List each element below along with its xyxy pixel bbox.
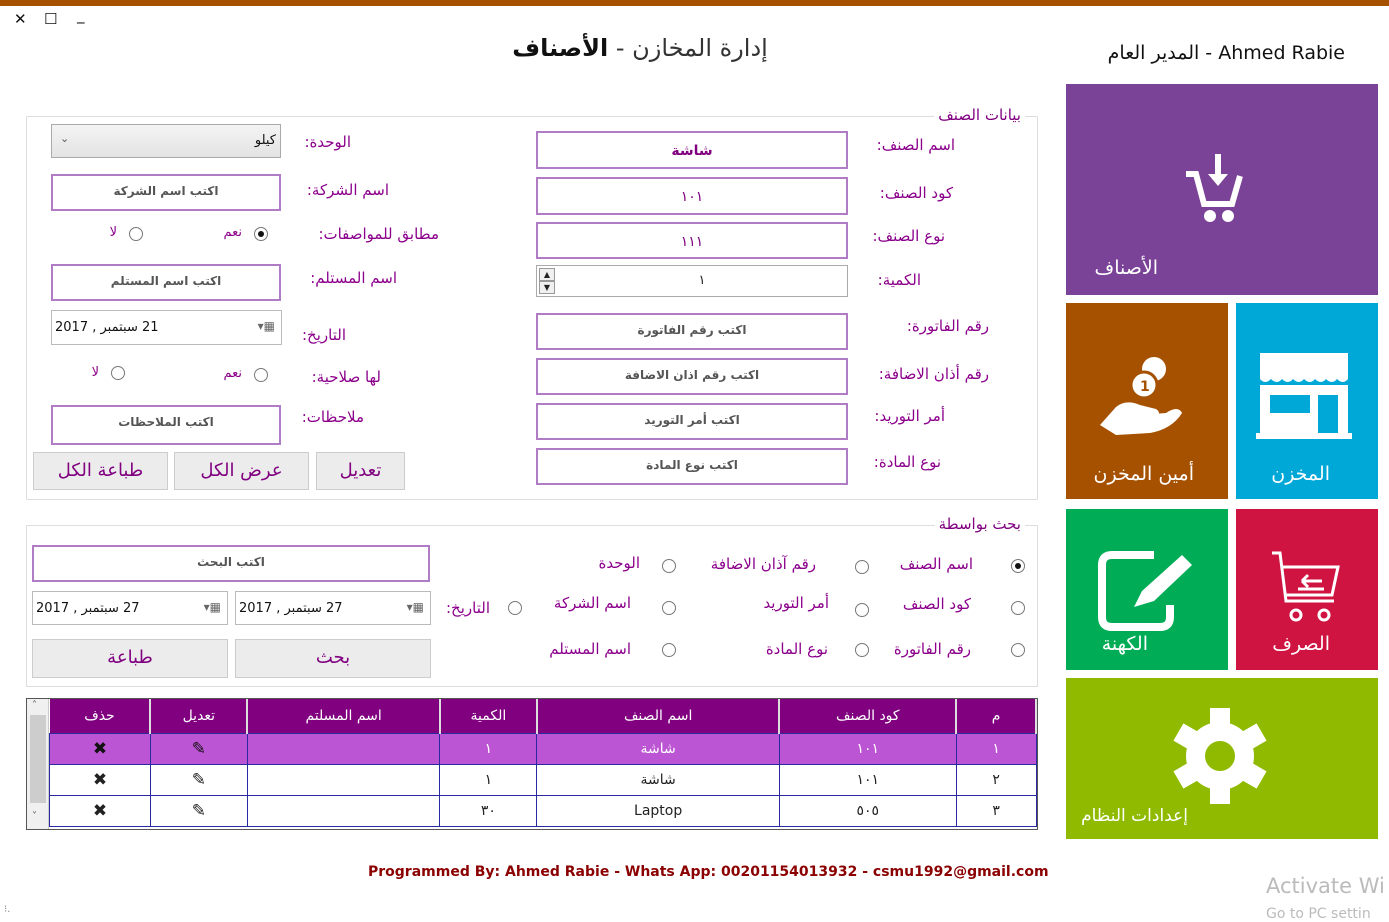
tile-scrap-label: الكهنة <box>1101 633 1148 655</box>
date-value: 21 سبتمبر , 2017 <box>55 320 159 335</box>
increment-icon[interactable]: ▲ <box>539 268 555 281</box>
spec-no-label: لا <box>109 225 117 240</box>
notes-field[interactable]: اكتب الملاحظات <box>51 405 281 445</box>
search-date-label: التاريخ: <box>446 599 490 617</box>
spec-no-radio[interactable] <box>129 227 143 241</box>
cell-code: ١٠١ <box>779 764 956 795</box>
search-addition-no-radio[interactable] <box>855 560 869 574</box>
invoice-field[interactable]: اكتب رقم الفاتورة <box>536 313 848 350</box>
cell-qty: ١ <box>440 764 537 795</box>
search-company-radio[interactable] <box>662 601 676 615</box>
search-company-label: اسم الشركة <box>553 594 631 612</box>
date-to-picker[interactable] <box>32 591 228 625</box>
item-type-field[interactable]: ١١١ <box>536 222 848 259</box>
section-title: الأصناف <box>512 34 609 62</box>
search-item-code-radio[interactable] <box>1011 601 1025 615</box>
cell-receiver <box>247 733 440 764</box>
unit-select[interactable] <box>51 124 281 158</box>
col-code[interactable]: كود الصنف <box>779 699 956 733</box>
credit-footer: Programmed By: Ahmed Rabie - Whats App: 00201154013932 - csmu1992@gmail.com <box>368 864 1049 880</box>
supply-order-field[interactable]: اكتب أمر التوريد <box>536 403 848 440</box>
scroll-thumb[interactable] <box>30 715 46 803</box>
tile-dispense[interactable] <box>1236 509 1378 670</box>
search-item-name-label: اسم الصنف <box>899 555 973 573</box>
expiry-no-radio[interactable] <box>111 366 125 380</box>
hand-coin-icon <box>1096 353 1186 443</box>
quantity-stepper[interactable] <box>536 265 848 297</box>
col-delete[interactable]: حذف <box>50 699 151 733</box>
tile-warehouse[interactable] <box>1236 303 1378 499</box>
unit-value: كيلو <box>254 133 276 148</box>
expiry-yes-label: نعم <box>223 366 242 381</box>
calendar-icon[interactable]: ▦▾ <box>406 600 424 614</box>
invoice-label: رقم الفاتورة: <box>906 317 989 335</box>
addition-no-field[interactable]: اكتب رقم اذان الاضافة <box>536 358 848 395</box>
tile-keeper[interactable] <box>1066 303 1228 499</box>
cart-download-icon <box>1184 154 1244 226</box>
search-invoice-label: رقم الفاتورة <box>893 640 971 658</box>
spec-yes-radio[interactable] <box>254 227 268 241</box>
grid-scrollbar[interactable] <box>27 699 49 829</box>
window-top-border <box>0 0 1389 6</box>
supply-order-label: أمر التوريد: <box>874 407 945 425</box>
receiver-field[interactable]: اكتب اسم المستلم <box>51 264 281 301</box>
print-all-button[interactable]: طباعة الكل <box>33 452 168 490</box>
notes-label: ملاحظات: <box>301 408 364 426</box>
expiry-label: لها صلاحية: <box>311 368 381 386</box>
close-icon[interactable]: ✕ <box>14 10 27 28</box>
edit-icon[interactable]: ✎ <box>150 795 247 826</box>
date-from-picker[interactable] <box>235 591 431 625</box>
search-unit-radio[interactable] <box>662 559 676 573</box>
cell-no: ١ <box>956 733 1036 764</box>
page-title <box>440 34 840 62</box>
table-row[interactable] <box>50 764 1037 795</box>
search-date-radio[interactable] <box>508 601 522 615</box>
scroll-up-icon[interactable]: ˄ <box>32 700 37 711</box>
material-type-field[interactable]: اكتب نوع المادة <box>536 448 848 485</box>
addition-no-label: رقم أذان الاضافة: <box>878 365 989 383</box>
item-data-legend: بيانات الصنف <box>934 106 1025 124</box>
search-supply-order-radio[interactable] <box>855 603 869 617</box>
material-type-label: نوع المادة: <box>873 453 941 471</box>
svg-text:1: 1 <box>1140 379 1150 395</box>
search-item-code-label: كود الصنف <box>902 595 971 613</box>
user-label: Ahmed Rabie - المدير العام <box>1107 42 1345 64</box>
search-input[interactable]: اكتب البحث <box>32 545 430 582</box>
col-receiver[interactable]: اسم المسلتم <box>247 699 440 733</box>
maximize-icon[interactable]: ☐ <box>44 10 58 28</box>
cell-code: ٥٠٥ <box>779 795 956 826</box>
cell-qty: ١ <box>440 733 537 764</box>
cell-name: Laptop <box>537 795 780 826</box>
col-no[interactable]: م <box>956 699 1036 733</box>
cell-no: ٣ <box>956 795 1036 826</box>
results-table <box>49 699 1037 827</box>
item-name-label: اسم الصنف: <box>876 136 955 154</box>
col-edit[interactable]: تعديل <box>150 699 247 733</box>
decrement-icon[interactable]: ▼ <box>539 281 555 294</box>
date-label: التاريخ: <box>302 326 346 344</box>
tile-items[interactable] <box>1066 84 1378 295</box>
cell-name: شاشة <box>537 733 780 764</box>
chevron-down-icon: ⌄ <box>60 132 70 145</box>
date-to-value: 27 سبتمبر , 2017 <box>36 601 140 616</box>
search-button[interactable]: بحث <box>235 639 431 678</box>
expiry-yes-radio[interactable] <box>254 368 268 382</box>
search-material-type-radio[interactable] <box>855 643 869 657</box>
edit-icon[interactable]: ✎ <box>150 764 247 795</box>
edit-icon[interactable]: ✎ <box>150 733 247 764</box>
receiver-label: اسم المستلم: <box>310 269 397 287</box>
table-row[interactable] <box>50 733 1037 764</box>
cell-receiver <box>247 764 440 795</box>
calendar-icon[interactable]: ▦▾ <box>257 319 275 333</box>
date-from-value: 27 سبتمبر , 2017 <box>239 601 343 616</box>
search-receiver-radio[interactable] <box>662 643 676 657</box>
cell-name: شاشة <box>537 764 780 795</box>
date-picker[interactable] <box>51 310 282 345</box>
resize-grip-icon[interactable]: ⁝. <box>4 904 11 915</box>
expiry-no-label: لا <box>91 365 99 380</box>
tile-settings[interactable] <box>1066 678 1378 839</box>
tile-warehouse-label: المخزن <box>1271 463 1330 485</box>
spec-yes-label: نعم <box>223 225 242 240</box>
unit-label: الوحدة: <box>304 133 351 151</box>
calendar-icon[interactable]: ▦▾ <box>203 600 221 614</box>
table-row[interactable] <box>50 795 1037 826</box>
item-name-field[interactable]: شاشة <box>536 131 848 169</box>
edit-button[interactable]: تعديل <box>316 452 405 490</box>
search-receiver-label: اسم المستلم <box>549 640 631 658</box>
tile-items-label: الأصناف <box>1094 257 1158 279</box>
edit-pencil-icon <box>1096 549 1196 633</box>
tile-keeper-label: أمين المخزن <box>1093 463 1194 485</box>
print-button[interactable]: طباعة <box>32 639 228 678</box>
activate-windows-watermark: Activate Wi <box>1266 874 1385 898</box>
cell-code: ١٠١ <box>779 733 956 764</box>
item-code-field[interactable]: ١٠١ <box>536 177 848 215</box>
search-supply-order-label: أمر التوريد <box>763 594 829 612</box>
company-label: اسم الشركة: <box>306 181 389 199</box>
item-code-label: كود الصنف: <box>879 184 953 202</box>
spec-label: مطابق للمواصفات: <box>318 225 439 243</box>
col-name[interactable]: اسم الصنف <box>537 699 780 733</box>
gear-icon <box>1170 706 1270 806</box>
delete-icon[interactable]: ✖ <box>50 795 151 826</box>
app-title: إدارة المخازن - <box>608 34 768 62</box>
activate-windows-subtitle: Go to PC settin <box>1266 906 1371 922</box>
scroll-down-icon[interactable]: ˅ <box>32 811 37 822</box>
cart-return-icon <box>1270 551 1344 625</box>
item-type-label: نوع الصنف: <box>872 227 945 245</box>
cell-no: ٢ <box>956 764 1036 795</box>
quantity-label: الكمية: <box>877 271 921 289</box>
col-qty[interactable]: الكمية <box>440 699 537 733</box>
cell-qty: ٣٠ <box>440 795 537 826</box>
store-icon <box>1256 351 1352 439</box>
delete-icon[interactable]: ✖ <box>50 764 151 795</box>
search-unit-label: الوحدة <box>598 554 640 572</box>
search-invoice-radio[interactable] <box>1011 643 1025 657</box>
search-addition-no-label: رقم آذان الاضافة <box>710 555 816 573</box>
search-item-name-radio[interactable] <box>1011 559 1025 573</box>
minimize-icon[interactable]: _ <box>77 6 85 24</box>
quantity-value: ١ <box>698 273 706 288</box>
tile-scrap[interactable] <box>1066 509 1228 670</box>
tile-dispense-label: الصرف <box>1272 633 1330 655</box>
delete-icon[interactable]: ✖ <box>50 733 151 764</box>
search-legend: بحث بواسطة <box>935 515 1025 533</box>
cell-receiver <box>247 795 440 826</box>
show-all-button[interactable]: عرض الكل <box>174 452 309 490</box>
results-grid <box>26 698 1038 830</box>
tile-settings-label: إعدادات النظام <box>1081 806 1188 826</box>
search-material-type-label: نوع المادة <box>765 640 828 658</box>
company-field[interactable]: اكتب اسم الشركة <box>51 174 281 211</box>
